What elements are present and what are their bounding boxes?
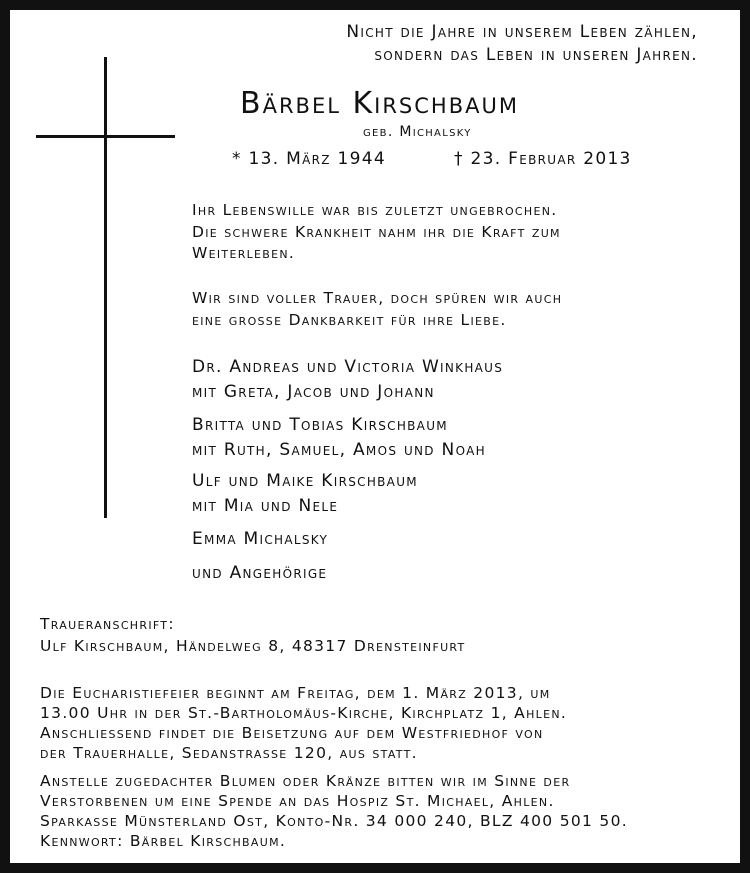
mourner-line: mit Mia und Nele	[192, 496, 339, 516]
maiden-name: geb. Michalsky	[363, 124, 472, 140]
mourning-address	[40, 613, 466, 657]
motto-line: sondern das Leben in unseren Jahren.	[374, 45, 698, 65]
cross-icon	[104, 57, 107, 518]
mourner-group	[192, 561, 327, 586]
donation-info	[40, 771, 628, 851]
tribute-paragraph	[192, 200, 561, 265]
service-info	[40, 683, 567, 763]
donation-line: Verstorbenen um eine Spende an das Hospiz St. Michael, Ahlen.	[40, 792, 555, 810]
donation-line: Sparkasse Münsterland Ost, Konto-Nr. 34 000 240, BLZ 400 501 50.	[40, 812, 628, 830]
address-value: Ulf Kirschbaum, Händelweg 8, 48317 Drensteinfurt	[40, 637, 466, 655]
mourner-group	[192, 469, 418, 519]
donation-line: Anstelle zugedachter Blumen oder Kränze bitten wir im Sinne der	[40, 772, 571, 790]
mourner-line: Dr. Andreas und Victoria Winkhaus	[192, 357, 504, 377]
mourner-line: mit Greta, Jacob und Johann	[192, 382, 435, 402]
motto	[198, 21, 698, 67]
mourner-line: Emma Michalsky	[192, 529, 329, 549]
donation-line: Kennwort: Bärbel Kirschbaum.	[40, 832, 287, 850]
address-label: Traueranschrift:	[40, 615, 175, 633]
birth-date: * 13. März 1944	[232, 149, 386, 169]
tribute-line: eine grosse Dankbarkeit für ihre Liebe.	[192, 310, 507, 329]
mourner-group	[192, 413, 486, 463]
deceased-name: Bärbel Kirschbaum	[240, 86, 519, 121]
tribute-line: Weiterleben.	[192, 244, 296, 262]
service-line: Die Eucharistiefeier beginnt am Freitag, dem 1. März 2013, um	[40, 684, 551, 702]
service-line: Anschliessend findet die Beisetzung auf dem Westfriedhof von	[40, 724, 544, 742]
service-line: der Trauerhalle, Sedanstrasse 120, aus statt.	[40, 744, 418, 762]
service-line: 13.00 Uhr in der St.-Bartholomäus-Kirche, Kirchplatz 1, Ahlen.	[40, 704, 568, 722]
tribute-line: Ihr Lebenswille war bis zuletzt ungebrochen.	[192, 201, 558, 219]
mourner-line: mit Ruth, Samuel, Amos und Noah	[192, 440, 486, 460]
tribute-line: Wir sind voller Trauer, doch spüren wir auch	[192, 289, 563, 307]
mourner-group	[192, 527, 328, 552]
motto-line: Nicht die Jahre in unserem Leben zählen,	[346, 22, 698, 42]
mourner-line: Britta und Tobias Kirschbaum	[192, 415, 448, 435]
mourner-group	[192, 355, 503, 405]
cross-icon-bar	[36, 135, 175, 138]
mourner-line: und Angehörige	[192, 563, 328, 583]
tribute-paragraph	[192, 288, 562, 331]
tribute-line: Die schwere Krankheit nahm ihr die Kraft zum	[192, 222, 561, 241]
mourner-line: Ulf und Maike Kirschbaum	[192, 471, 418, 491]
death-date: † 23. Februar 2013	[454, 149, 632, 169]
